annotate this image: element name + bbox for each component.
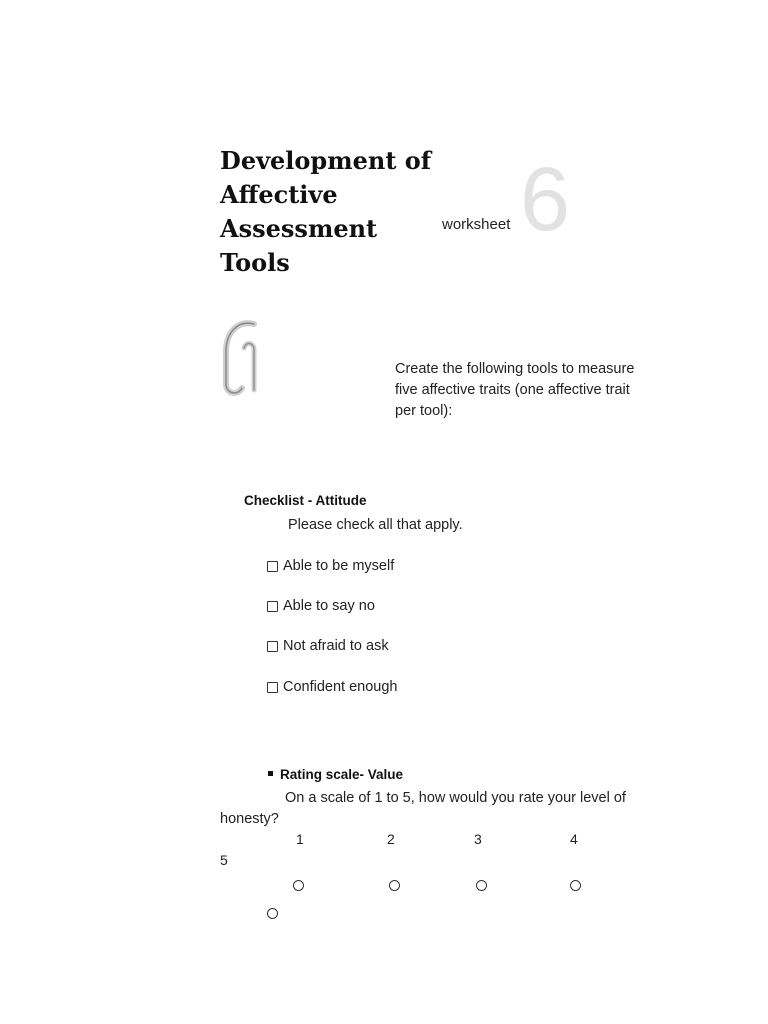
checklist-item[interactable] xyxy=(267,558,394,574)
checklist-heading xyxy=(244,493,367,508)
page-title-line-3: Assessment xyxy=(220,214,378,243)
paperclip-icon xyxy=(218,318,266,400)
square-bullet-icon xyxy=(268,771,273,776)
checklist-item-label: Confident enough xyxy=(283,679,398,695)
radio-option-1[interactable] xyxy=(293,880,304,891)
checklist-item-label: Able to say no xyxy=(283,598,375,614)
scale-label-2: 2 xyxy=(387,831,395,847)
worksheet-label: worksheet xyxy=(442,216,511,233)
worksheet-number: 6 xyxy=(520,150,571,250)
radio-option-4[interactable] xyxy=(570,880,581,891)
scale-label-3: 3 xyxy=(474,831,482,847)
intro-line-1: Create the following tools to measure xyxy=(395,361,635,377)
radio-option-3[interactable] xyxy=(476,880,487,891)
rating-scale-heading xyxy=(268,767,403,782)
scale-label-5: 5 xyxy=(220,852,228,868)
scale-label-1: 1 xyxy=(296,831,304,847)
scale-label-4: 4 xyxy=(570,831,578,847)
page-title-line-2: Affective xyxy=(220,180,338,209)
intro-line-3: per tool): xyxy=(395,403,453,419)
page-title-line-1: Development of xyxy=(220,146,432,175)
checkbox[interactable] xyxy=(267,601,278,612)
checklist-item-label: Able to be myself xyxy=(283,558,395,574)
page-title-line-4: Tools xyxy=(220,248,290,277)
checklist-instruction: Please check all that apply. xyxy=(288,517,463,533)
rating-question-line-1: On a scale of 1 to 5, how would you rate your level of xyxy=(285,790,626,806)
radio-option-5[interactable] xyxy=(267,908,278,919)
checkbox[interactable] xyxy=(267,641,278,652)
checkbox[interactable] xyxy=(267,561,278,572)
checklist-item[interactable] xyxy=(267,679,398,695)
intro-line-2: five affective traits (one affective trait xyxy=(395,382,630,398)
rating-question-line-2: honesty? xyxy=(220,811,279,827)
rating-scale-heading-text: Rating scale- Value xyxy=(280,767,404,782)
checkbox[interactable] xyxy=(267,682,278,693)
checklist-item[interactable] xyxy=(267,638,389,654)
checklist-heading-text: Checklist - Attitude xyxy=(244,493,367,508)
checklist-item[interactable] xyxy=(267,598,375,614)
checklist-item-label: Not afraid to ask xyxy=(283,638,389,654)
radio-option-2[interactable] xyxy=(389,880,400,891)
